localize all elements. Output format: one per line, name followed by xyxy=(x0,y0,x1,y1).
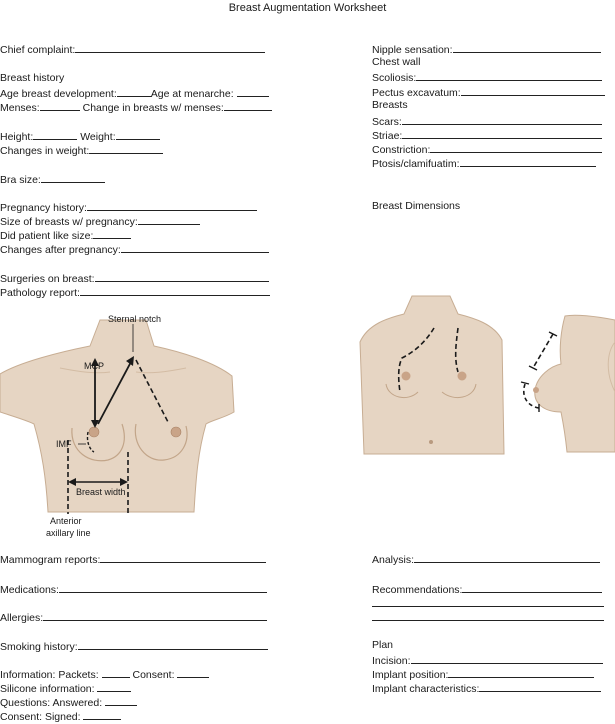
changes-weight-label: Changes in weight: xyxy=(0,145,90,157)
smoking-label: Smoking history: xyxy=(0,641,78,653)
surgeries-label: Surgeries on breast: xyxy=(0,273,95,285)
front-right-nipple xyxy=(458,372,467,381)
front-torso xyxy=(360,296,504,454)
allergies-label: Allergies: xyxy=(0,612,44,624)
breast-width-label: Breast width xyxy=(76,487,126,497)
torso-silhouette xyxy=(0,320,234,512)
nipple-sensation-label: Nipple sensation: xyxy=(372,44,453,56)
imf-label: IMF xyxy=(56,439,72,449)
height-weight-row[interactable] xyxy=(0,129,160,144)
bra-size-row[interactable] xyxy=(0,172,105,187)
analysis-label: Analysis: xyxy=(372,554,415,566)
pectus-row[interactable] xyxy=(372,85,605,100)
incision-label: Incision: xyxy=(372,655,411,667)
plan-heading: Plan xyxy=(372,639,394,651)
silicone-label: Silicone information: xyxy=(0,683,95,695)
side-torso xyxy=(535,315,615,452)
allergies-row[interactable] xyxy=(0,610,267,625)
medications-label: Medications: xyxy=(0,584,59,596)
ptosis-row[interactable] xyxy=(372,156,596,171)
side-dash-top xyxy=(533,334,553,368)
pregnancy-history-row[interactable] xyxy=(0,200,257,215)
chest-wall-heading: Chest wall xyxy=(372,56,421,68)
implant-characteristics-row[interactable] xyxy=(372,681,601,696)
silicone-row[interactable] xyxy=(0,681,131,696)
front-view-diagram xyxy=(358,294,518,459)
recommendations-label: Recommendations: xyxy=(372,584,463,596)
breast-history-heading: Breast history xyxy=(0,72,65,84)
left-nipple xyxy=(89,427,99,437)
consent-label: Consent: xyxy=(132,669,175,681)
medications-row[interactable] xyxy=(0,582,267,597)
weight-label: Weight: xyxy=(80,131,116,143)
side-nipple xyxy=(533,387,539,393)
analysis-row[interactable] xyxy=(372,552,600,567)
pectus-label: Pectus excavatum: xyxy=(372,87,461,99)
age-development-label: Age breast development: xyxy=(0,88,117,100)
scoliosis-label: Scoliosis: xyxy=(372,72,417,84)
menses-label: Menses: xyxy=(0,102,40,114)
sternal-notch-label: Sternal notch xyxy=(108,314,162,324)
recommendations-line-2[interactable] xyxy=(372,596,604,611)
ptosis-label: Ptosis/clamifuatim: xyxy=(372,158,460,170)
front-torso-diagram xyxy=(0,312,240,542)
bra-size-label: Bra size: xyxy=(0,174,41,186)
info-packets-row[interactable] xyxy=(0,667,209,682)
nipple-sensation-row[interactable] xyxy=(372,42,601,57)
chief-complaint-field[interactable] xyxy=(0,42,265,57)
size-pregnancy-row[interactable] xyxy=(0,214,200,229)
pregnancy-history-label: Pregnancy history: xyxy=(0,202,87,214)
striae-label: Striae: xyxy=(372,130,403,142)
changes-after-label: Changes after pregnancy: xyxy=(0,244,121,256)
mammogram-row[interactable] xyxy=(0,552,266,567)
change-menses-label: Change in breasts w/ menses: xyxy=(82,102,224,114)
constriction-label: Constriction: xyxy=(372,144,431,156)
worksheet-title: Breast Augmentation Worksheet xyxy=(228,2,387,14)
consent-signed-label: Consent: Signed: xyxy=(0,711,81,723)
scoliosis-row[interactable] xyxy=(372,70,602,85)
smoking-row[interactable] xyxy=(0,639,268,654)
height-label: Height: xyxy=(0,131,34,143)
info-packets-label: Information: Packets: xyxy=(0,669,99,681)
changes-after-row[interactable] xyxy=(0,242,269,257)
questions-row[interactable] xyxy=(0,695,137,710)
age-menarche-label: Age at menarche: xyxy=(150,88,234,100)
breast-dimensions-heading: Breast Dimensions xyxy=(372,200,461,212)
recommendations-row[interactable] xyxy=(372,582,602,597)
right-nipple xyxy=(171,427,181,437)
implant-position-row[interactable] xyxy=(372,667,594,682)
mcp-label: MCP xyxy=(84,361,104,371)
menses-row[interactable] xyxy=(0,100,272,115)
scars-label: Scars: xyxy=(372,116,402,128)
breasts-heading: Breasts xyxy=(372,99,408,111)
mammogram-label: Mammogram reports: xyxy=(0,554,101,566)
changes-weight-row[interactable] xyxy=(0,143,163,158)
recommendations-line-3[interactable] xyxy=(372,610,604,625)
implant-characteristics-label: Implant characteristics: xyxy=(372,683,480,695)
incision-row[interactable] xyxy=(372,653,603,668)
constriction-row[interactable] xyxy=(372,142,602,157)
anterior-label: Anterior xyxy=(50,516,82,526)
side-view-diagram xyxy=(515,312,615,457)
pathology-label: Pathology report: xyxy=(0,287,80,299)
front-left-nipple xyxy=(402,372,411,381)
pathology-row[interactable] xyxy=(0,285,270,300)
striae-row[interactable] xyxy=(372,128,602,143)
scars-row[interactable] xyxy=(372,114,602,129)
questions-label: Questions: Answered: xyxy=(0,697,103,709)
implant-position-label: Implant position: xyxy=(372,669,449,681)
like-size-row[interactable] xyxy=(0,228,131,243)
chief-complaint-label: Chief complaint: xyxy=(0,44,76,56)
surgeries-row[interactable] xyxy=(0,271,269,286)
development-menarche-row[interactable] xyxy=(0,86,269,101)
axillary-line-label: axillary line xyxy=(46,528,91,538)
size-pregnancy-label: Size of breasts w/ pregnancy: xyxy=(0,216,138,228)
like-size-label: Did patient like size: xyxy=(0,230,94,242)
